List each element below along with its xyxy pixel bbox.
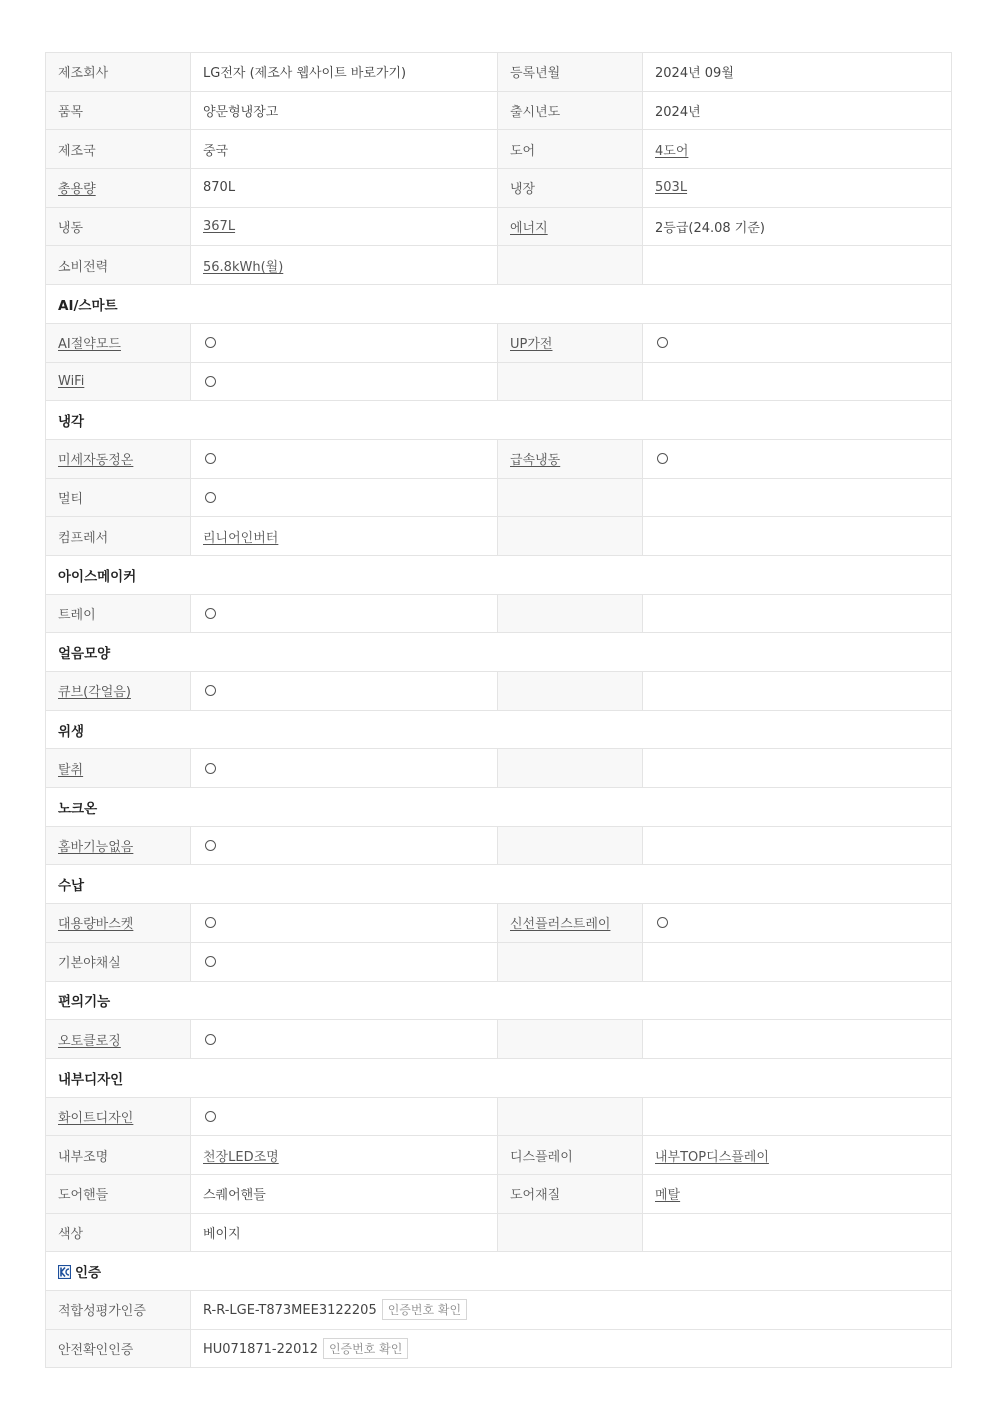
cert-value-cell: [191, 1329, 952, 1368]
section-title: [46, 788, 952, 827]
spec-value: [191, 672, 498, 711]
spec-row: [46, 91, 952, 130]
spec-row: [46, 130, 952, 169]
empty-value-cell: [643, 594, 952, 633]
spec-label-link[interactable]: 급속냉동: [510, 453, 561, 469]
empty-value-cell: [643, 1213, 952, 1252]
section-header-row: [46, 1058, 952, 1097]
cert-label: 적합성평가인증: [46, 1291, 191, 1330]
spec-label: [46, 1174, 191, 1213]
spec-value: [191, 826, 498, 865]
spec-row: [46, 207, 952, 246]
spec-label: [46, 594, 191, 633]
spec-label-text: 출시년도: [510, 105, 561, 121]
supported-circle-icon: [657, 917, 668, 928]
spec-label: [46, 362, 191, 401]
spec-label: [46, 1097, 191, 1136]
spec-value: [191, 91, 498, 130]
spec-value: [191, 53, 498, 92]
spec-row: [46, 1020, 952, 1059]
spec-value: [643, 323, 952, 362]
spec-value: [643, 91, 952, 130]
cert-verify-button[interactable]: 인증번호 확인: [382, 1299, 467, 1320]
spec-value: [191, 594, 498, 633]
spec-value-link[interactable]: 내부TOP디스플레이: [655, 1149, 769, 1165]
spec-value: [643, 53, 952, 92]
spec-value: [643, 207, 952, 246]
spec-label: [498, 439, 643, 478]
spec-label: [498, 1174, 643, 1213]
spec-label-link[interactable]: WiFi: [58, 373, 85, 389]
empty-label-cell: [498, 517, 643, 556]
spec-label: [46, 1136, 191, 1175]
spec-label: [46, 904, 191, 943]
empty-label-cell: [498, 246, 643, 285]
spec-row: [46, 1213, 952, 1252]
spec-label: [46, 1020, 191, 1059]
spec-label-text: 도어: [510, 143, 536, 159]
spec-label-text: 색상: [58, 1226, 84, 1242]
spec-value: [191, 1097, 498, 1136]
section-header-row: [46, 865, 952, 904]
spec-label-link[interactable]: 화이트디자인: [58, 1110, 134, 1126]
spec-value: [191, 207, 498, 246]
spec-row: [46, 53, 952, 92]
spec-value: [643, 130, 952, 169]
cert-number: R-R-LGE-T873MEE3122205: [203, 1303, 377, 1319]
section-title-text: 내부디자인: [58, 1071, 124, 1088]
spec-value: [191, 246, 498, 285]
empty-label-cell: [498, 672, 643, 711]
section-header-row: [46, 710, 952, 749]
spec-label: [46, 323, 191, 362]
spec-value: [191, 362, 498, 401]
empty-value-cell: [643, 826, 952, 865]
spec-label-text: 도어재질: [510, 1188, 561, 1204]
spec-label-text: 품목: [58, 105, 84, 121]
spec-value-text: 스퀘어핸들: [203, 1188, 266, 1204]
spec-value: [643, 1136, 952, 1175]
section-title-text: 편의기능: [58, 994, 111, 1011]
section-header-row: [46, 555, 952, 594]
spec-value-link[interactable]: 4도어: [655, 143, 689, 159]
spec-label: [498, 169, 643, 208]
spec-label: [46, 91, 191, 130]
section-title: [46, 633, 952, 672]
spec-value: [643, 169, 952, 208]
spec-label-text: 냉동: [58, 221, 84, 237]
empty-label-cell: [498, 749, 643, 788]
spec-label: [46, 130, 191, 169]
section-title-text: 수납: [58, 878, 85, 895]
spec-value: [643, 1174, 952, 1213]
section-header-row: [46, 981, 952, 1020]
spec-value: [191, 749, 498, 788]
spec-value-text: LG전자 (제조사 웹사이트 바로가기): [203, 66, 407, 82]
empty-value-cell: [643, 942, 952, 981]
spec-label-link[interactable]: 탈취: [58, 762, 84, 778]
spec-row: [46, 323, 952, 362]
spec-label-text: 트레이: [58, 607, 96, 623]
section-title-text: 노크온: [58, 800, 98, 817]
spec-label-link[interactable]: 대용량바스켓: [58, 917, 134, 933]
spec-value-link[interactable]: 리니어인버터: [203, 530, 279, 546]
spec-row: [46, 478, 952, 517]
supported-circle-icon: [205, 608, 216, 619]
supported-circle-icon: [205, 453, 216, 464]
spec-value-text: 2024년: [655, 105, 701, 121]
spec-label-link[interactable]: 신선플러스트레이: [510, 917, 611, 933]
spec-value-text: 베이지: [203, 1226, 241, 1242]
spec-label: [46, 517, 191, 556]
section-title-text: 위생: [58, 723, 85, 740]
spec-value: [191, 169, 498, 208]
supported-circle-icon: [205, 376, 216, 387]
spec-row: [46, 942, 952, 981]
spec-label-text: 등록년월: [510, 66, 561, 82]
section-title-text: 냉각: [58, 414, 85, 431]
cert-value-cell: [191, 1291, 952, 1330]
spec-value: [643, 439, 952, 478]
supported-circle-icon: [205, 840, 216, 851]
spec-row: [46, 594, 952, 633]
spec-label-link[interactable]: 홈바기능없음: [58, 840, 134, 856]
spec-row: [46, 1097, 952, 1136]
section-title-text: 인증: [75, 1265, 102, 1282]
cert-row: [46, 1291, 952, 1330]
spec-row: [46, 246, 952, 285]
supported-circle-icon: [205, 492, 216, 503]
empty-value-cell: [643, 1020, 952, 1059]
spec-value: [191, 1213, 498, 1252]
spec-value: [191, 478, 498, 517]
empty-value-cell: [643, 749, 952, 788]
section-header-row: [46, 788, 952, 827]
spec-row: [46, 826, 952, 865]
spec-label-text: 기본야채실: [58, 956, 121, 972]
spec-value: [191, 1136, 498, 1175]
spec-row: [46, 749, 952, 788]
spec-row: [46, 439, 952, 478]
kc-mark-icon: [58, 1265, 71, 1279]
empty-value-cell: [643, 478, 952, 517]
section-title: [46, 285, 952, 324]
spec-label-text: 소비전력: [58, 259, 109, 275]
spec-label: [46, 169, 191, 208]
supported-circle-icon: [205, 337, 216, 348]
section-title: [46, 555, 952, 594]
section-header-row: [46, 285, 952, 324]
section-header-row: [46, 1252, 952, 1291]
spec-label: [46, 478, 191, 517]
section-title-text: AI/스마트: [58, 297, 118, 314]
section-title-text: 얼음모양: [58, 646, 111, 663]
empty-label-cell: [498, 1213, 643, 1252]
spec-label: [498, 904, 643, 943]
spec-label-text: 냉장: [510, 182, 536, 198]
supported-circle-icon: [657, 337, 668, 348]
spec-value: [191, 1020, 498, 1059]
cert-label: 안전확인인증: [46, 1329, 191, 1368]
spec-label-link[interactable]: 총용량: [58, 182, 96, 198]
spec-value: [191, 904, 498, 943]
section-title: [46, 865, 952, 904]
section-header-row: [46, 633, 952, 672]
supported-circle-icon: [205, 1111, 216, 1122]
spec-value: [643, 904, 952, 943]
spec-label: [46, 672, 191, 711]
spec-label-link[interactable]: 에너지: [510, 221, 548, 237]
spec-label: [498, 1136, 643, 1175]
spec-value-link[interactable]: 56.8kWh(월): [203, 259, 284, 275]
section-header-row: [46, 401, 952, 440]
empty-label-cell: [498, 594, 643, 633]
spec-row: [46, 362, 952, 401]
spec-label: [46, 1213, 191, 1252]
spec-value-text: 중국: [203, 143, 229, 159]
spec-label: [498, 323, 643, 362]
spec-label-link[interactable]: 미세자동정온: [58, 453, 134, 469]
spec-label-link[interactable]: 큐브(각얼음): [58, 685, 131, 701]
spec-row: [46, 169, 952, 208]
empty-label-cell: [498, 942, 643, 981]
section-title: [46, 981, 952, 1020]
supported-circle-icon: [205, 917, 216, 928]
spec-value-link[interactable]: 천장LED조명: [203, 1149, 279, 1165]
spec-label: [46, 246, 191, 285]
spec-value-text: 양문형냉장고: [203, 105, 279, 121]
cert-number: HU071871-22012: [203, 1342, 318, 1358]
cert-verify-button[interactable]: 인증번호 확인: [323, 1338, 408, 1359]
empty-value-cell: [643, 246, 952, 285]
empty-label-cell: [498, 362, 643, 401]
empty-value-cell: [643, 517, 952, 556]
spec-label: [46, 942, 191, 981]
spec-value: [191, 942, 498, 981]
spec-label: [498, 91, 643, 130]
spec-label-text: 컴프레서: [58, 530, 109, 546]
spec-label-text: 디스플레이: [510, 1149, 573, 1165]
spec-value-link[interactable]: 367L: [203, 219, 236, 235]
section-title: [46, 401, 952, 440]
spec-value: [191, 439, 498, 478]
spec-label: [46, 207, 191, 246]
spec-label-text: 제조국: [58, 143, 96, 159]
spec-table-container: [45, 52, 951, 1368]
spec-label: [498, 53, 643, 92]
cert-row: [46, 1329, 952, 1368]
empty-value-cell: [643, 1097, 952, 1136]
empty-value-cell: [643, 362, 952, 401]
spec-value-text: 870L: [203, 180, 236, 196]
spec-row: [46, 517, 952, 556]
spec-label-link[interactable]: UP가전: [510, 337, 553, 353]
supported-circle-icon: [205, 763, 216, 774]
spec-table: [45, 52, 952, 1368]
spec-label-link[interactable]: AI절약모드: [58, 337, 121, 353]
section-title: [46, 1058, 952, 1097]
spec-row: [46, 1174, 952, 1213]
empty-value-cell: [643, 672, 952, 711]
spec-label: [498, 130, 643, 169]
spec-label: [46, 439, 191, 478]
spec-value: [191, 517, 498, 556]
section-title-text: 아이스메이커: [58, 568, 137, 585]
spec-label-text: 멀티: [58, 491, 84, 507]
spec-row: [46, 672, 952, 711]
empty-label-cell: [498, 826, 643, 865]
spec-row: [46, 1136, 952, 1175]
spec-value-text: 2등급(24.08 기준): [655, 221, 765, 237]
spec-value-text: 2024년 09월: [655, 66, 734, 82]
supported-circle-icon: [205, 956, 216, 967]
spec-label: [46, 749, 191, 788]
supported-circle-icon: [657, 453, 668, 464]
spec-label-link[interactable]: 오토클로징: [58, 1033, 121, 1049]
spec-label: [498, 207, 643, 246]
spec-value: [191, 130, 498, 169]
spec-label-text: 내부조명: [58, 1149, 109, 1165]
spec-row: [46, 904, 952, 943]
spec-label: [46, 826, 191, 865]
section-title: [46, 1252, 952, 1291]
spec-label-text: 제조회사: [58, 66, 109, 82]
section-title: [46, 710, 952, 749]
supported-circle-icon: [205, 1034, 216, 1045]
spec-value: [191, 1174, 498, 1213]
empty-label-cell: [498, 1097, 643, 1136]
spec-label-text: 도어핸들: [58, 1188, 109, 1204]
empty-label-cell: [498, 1020, 643, 1059]
spec-value-link[interactable]: 메탈: [655, 1188, 681, 1204]
empty-label-cell: [498, 478, 643, 517]
spec-value-link[interactable]: 503L: [655, 180, 688, 196]
spec-value: [191, 323, 498, 362]
spec-label: [46, 53, 191, 92]
supported-circle-icon: [205, 685, 216, 696]
